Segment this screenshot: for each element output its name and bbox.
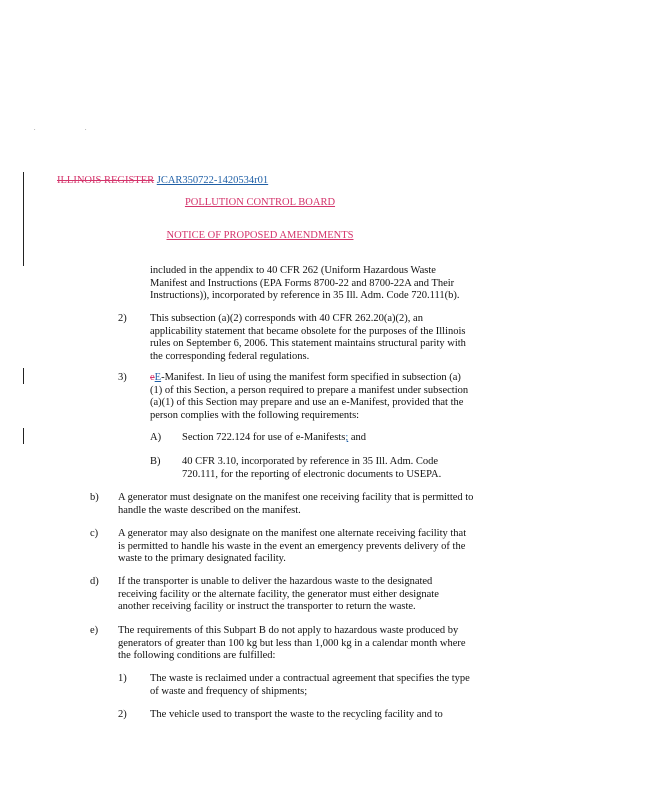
register-header (57, 175, 268, 186)
item-e1-text: The waste is reclaimed under a contractual agreement that specifies the type of waste and frequency of shipments; (150, 673, 470, 697)
change-bar (23, 428, 24, 444)
subsection-number: b) (90, 492, 99, 503)
subsection-number: e) (90, 625, 99, 636)
register-inserted: JCAR350722-1420534r01 (156, 175, 269, 186)
subsection-c-text: A generator may also designate on the manifest one alternate receiving facility that is permitted to handle his waste in the event an emergency prevents delivery of the waste to the primary designated facility. (118, 528, 467, 565)
sub-item-a-end: and (348, 432, 367, 443)
subsection-e-text: The requirements of this Subpart B do not apply to hazardous waste produced by generators of greater than 100 kg but less than 1,000 kg in a calendar month where the following conditions are fulfilled: (118, 625, 466, 662)
item-number: 2) (118, 313, 127, 324)
sub-item-number: B) (150, 456, 161, 467)
sub-item-a-body: Section 722.124 for use of e-Manifests (182, 432, 346, 443)
subsection-d-text: If the transporter is unable to deliver the hazardous waste to the designated receiving facility or the alternate facility, the generator must either designate another receiving facility or instruct the transporter to return the waste. (118, 576, 439, 613)
item-2-text: This subsection (a)(2) corresponds with 40 CFR 262.20(a)(2), an applicability statement that became obsolete for the purposes of the Illinois rules on September 6, 2006. This statement maintains structural parity with the corresponding federal regulations. (150, 313, 466, 362)
sub-item-number: A) (150, 432, 162, 443)
deleted-text: e (150, 372, 155, 383)
continued-paragraph: included in the appendix to 40 CFR 262 (Uniform Hazardous Waste Manifest and Instructions (EPA Forms 8700-22 and 8700-22A and Their Instructions)), incorporated by reference in 35 Ill. Adm. Code 720.111(b). (150, 265, 460, 302)
change-bar (23, 368, 24, 384)
item-number: 2) (118, 709, 127, 720)
item-number: 3) (118, 372, 127, 383)
notice-title (0, 230, 520, 241)
subsection-number: d) (90, 576, 99, 587)
item-3-text (150, 372, 472, 422)
sub-item-b-text: 40 CFR 3.10, incorporated by reference in 35 Ill. Adm. Code 720.111, for the reporting of electronic documents to USEPA. (182, 456, 442, 480)
margin-dots: . . (34, 126, 111, 132)
notice-name: NOTICE OF PROPOSED AMENDMENTS (166, 230, 354, 241)
item-3-body: -Manifest. In lieu of using the manifest form specified in subsection (a)(1) of this Section, a person required to prepare a manifest under subsection (a)(1) of this Section may prepare and use an e-Manifest, provided that the person complies with the following requirements: (150, 372, 469, 421)
change-bar (23, 172, 24, 266)
item-number: 1) (118, 673, 127, 684)
sub-item-a-text (182, 432, 472, 445)
subsection-b-text: A generator must designate on the manifest one receiving facility that is permitted to handle the waste described on the manifest. (118, 492, 474, 516)
inserted-text: E (154, 372, 162, 383)
board-name: POLLUTION CONTROL BOARD (184, 197, 336, 208)
inserted-text: ; (345, 432, 349, 443)
board-title (0, 197, 520, 208)
register-deleted: ILLINOIS REGISTER (57, 175, 155, 186)
item-e2-text: The vehicle used to transport the waste to the recycling facility and to (150, 709, 443, 720)
subsection-number: c) (90, 528, 99, 539)
